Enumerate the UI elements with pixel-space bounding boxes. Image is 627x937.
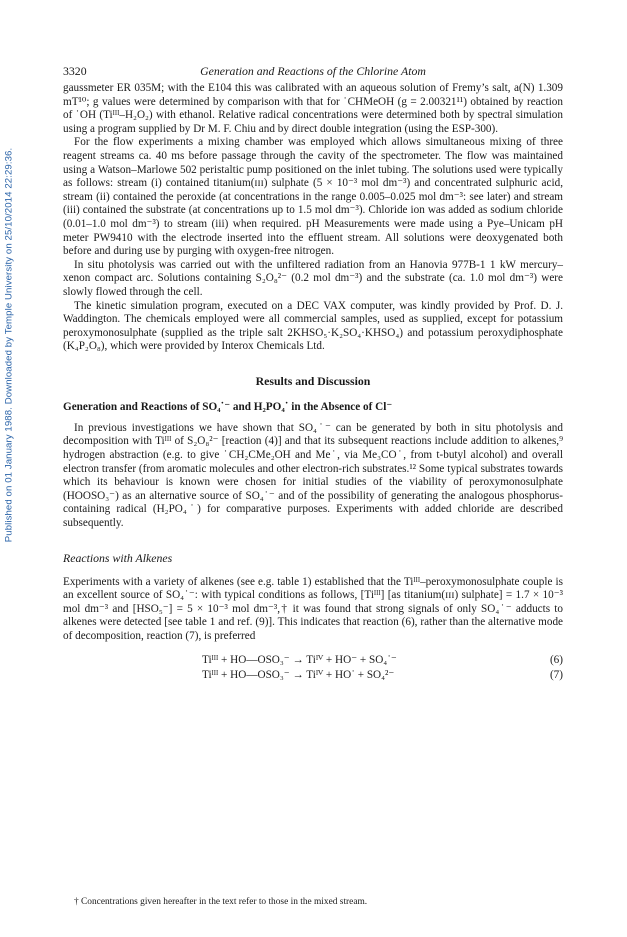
paragraph-flow-experiments: For the flow experiments a mixing chamber was employed which allows simultaneous mixing of three reagent streams ca. 40 ms before passage through the cavity of the spectrometer. The flow was maintained using a Watson–Marlowe 502 peristaltic pump positioned on the inlet tubing. The solutions used were typically as follows: stream (i) contained titanium(ɪɪɪ) sulphate (5 × 10⁻³ mol dm⁻³) and concentrated sulphuric acid, stream (ii) contained the peroxide (at concentrations in the range 0.005–0.025 mol dm⁻³: see later) and stream (iii) contained the substrate (at concentrations up to 1.5 mol dm⁻³). Chloride ion was added as sodium chloride (0.01–1.0 mol dm⁻³) to stream (iii) when required. pH Measurements were made using a Pye–Unicam pH meter PW9410 with the electrode inserted into the effluent stream. All solutions were deoxygenated both before and during use by purging with oxygen-free nitrogen.: [63, 136, 563, 258]
paragraph-alkenes: Experiments with a variety of alkenes (see e.g. table 1) established that the Tiᴵᴵᴵ–peroxymonosulphate couple is an excellent source of SO₄˙⁻: with typical conditions as follows, [Tiᴵᴵᴵ] [as titanium(ɪɪɪ) sulphate] = 1.7 × 10⁻³ mol dm⁻³ and [HSO₅⁻] = 5 × 10⁻³ mol dm⁻³,† it was found that strong signals of only SO₄˙⁻ adducts to alkenes were detected [see table 1 and ref. (9)]. This indicates that reaction (6), rather than the alternative mode of decomposition, reaction (7), is preferred: [63, 575, 563, 642]
paragraph-photolysis: In situ photolysis was carried out with the unfiltered radiation from an Hanovia 977B-1 1 kW mercury–xenon compact arc. Solutions containing S₂O₈²⁻ (0.2 mol dm⁻³) and the substrate (ca. 1.0 mol dm⁻³) were slowly flowed through the cell.: [63, 258, 563, 298]
subsection-heading: Generation and Reactions of SO₄˙⁻ and H₂PO₄˙ in the Absence of Cl⁻: [63, 400, 393, 413]
equation-number: (7): [549, 668, 563, 681]
download-watermark-text: Published on 01 January 1988. Downloaded by Temple University on 25/10/2014 22:29:36.: [3, 147, 15, 543]
section-heading: Results and Discussion: [255, 373, 371, 388]
equation-7: [63, 668, 563, 683]
article-page: [63, 64, 563, 683]
page-header: [63, 64, 563, 82]
equation-number: (6): [549, 653, 563, 666]
running-title: Generation and Reactions of the Chlorine Atom: [200, 64, 426, 78]
italic-heading: Reactions with Alkenes: [63, 550, 173, 565]
equation-expression: Tiᴵᴵᴵ + HO—OSO₃⁻ → Tiᴵⱽ + HO⁻ + SO₄˙⁻: [202, 653, 397, 666]
paragraph-previous-investigations: In previous investigations we have shown that SO₄˙⁻ can be generated by both in situ photolysis and decomposition with Tiᴵᴵᴵ of S₂O₈²⁻ [reaction (4)] and that its subsequent reactions include addition to alkenes,⁹ hydrogen abstraction (e.g. to give ˙CH₂CMe₂OH and Me˙, via Me₃CO˙, from t-butyl alcohol) and overall electron transfer (from aromatic molecules and other electron-rich substrates.¹² Some typical substrates towards which its behaviour is known were chosen for initial studies of the viability of peroxymonosulphate (HOOSO₃⁻) as an alternative source of SO₄˙⁻ and of the possibility of generating the analogous phosphorus-containing radical (H₂PO₄˙) for comparative purposes. Experiments with added chloride are described subsequently.: [63, 421, 563, 530]
footnote: † Concentrations given hereafter in the text refer to those in the mixed stream.: [74, 897, 368, 907]
equation-expression: Tiᴵᴵᴵ + HO—OSO₃⁻ → Tiᴵⱽ + HO˙ + SO₄²⁻: [202, 668, 395, 681]
download-watermark: [2, 110, 16, 580]
paragraph-kinetic-simulation: The kinetic simulation program, executed on a DEC VAX computer, was kindly provided by Prof. D. J. Waddington. The chemicals employed were all commercial samples, used as supplied, except for potassium peroxymonosulphate (supplied as the triple salt 2KHSO₅·K₂SO₄·KHSO₄) and potassium peroxydiphosphate (K₄P₂O₈), which were provided by Interox Chemicals Ltd.: [63, 299, 563, 353]
equation-6: [63, 653, 563, 668]
paragraph-gaussmeter: gaussmeter ER 035M; with the E104 this was calibrated with an aqueous solution of Fremy’s salt, a(N) 1.309 mT¹⁰; g values were determined by comparison with that for ˙CHMeOH (g = 2.00321¹¹) obtained by reaction of ˙OH (Tiᴵᴵᴵ–H₂O₂) with ethanol. Relative radical concentrations were determined both by spectral simulation using a program supplied by Dr M. F. Chiu and by direct double integration (using the ESP-300).: [63, 82, 563, 135]
page-number: 3320: [63, 64, 87, 78]
